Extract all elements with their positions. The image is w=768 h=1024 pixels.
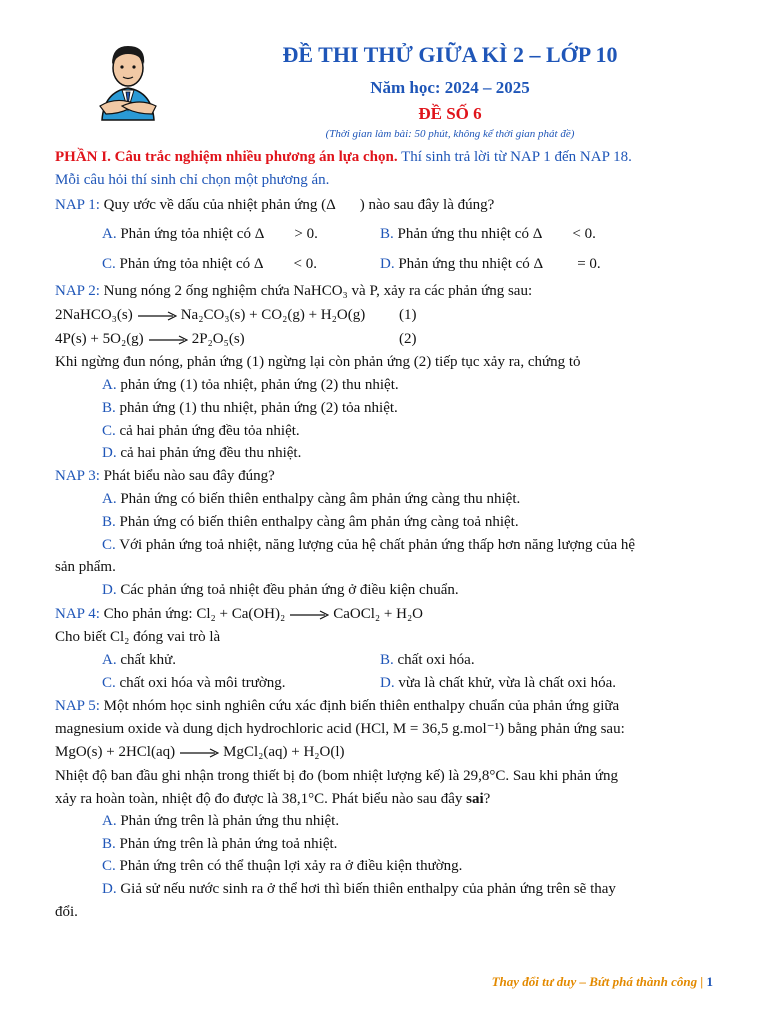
question-3-option-a[interactable]: A. Phản ứng có biến thiên enthalpy càng âm phản ứng càng thu nhiệt. [102, 491, 521, 507]
question-1-option-a[interactable]: A. Phản ứng tỏa nhiệt có Δ > 0. [102, 226, 318, 242]
question-2-context: Khi ngừng đun nóng, phản ứng (1) ngừng lại còn phản ứng (2) tiếp tục xảy ra, chứng tỏ [55, 354, 581, 370]
question-3-option-c[interactable]: C. Với phản ứng toả nhiệt, năng lượng của hệ chất phản ứng thấp hơn năng lượng của hệ [102, 537, 636, 553]
reaction-arrow-icon [137, 311, 177, 321]
reaction-arrow-icon [148, 335, 188, 345]
question-4-stem: NAP 4: Cho phản ứng: Cl₂ + Ca(OH)₂ CaOCl₂ + H₂O [55, 606, 424, 622]
question-3-label: NAP 3: [55, 468, 100, 484]
question-5-equation: MgO(s) + 2HCl(aq) MgCl₂(aq) + H₂O(l) [55, 744, 345, 760]
question-4-label: NAP 4: [55, 606, 100, 622]
question-2-option-d[interactable]: D. cả hai phản ứng đều thu nhiệt. [102, 445, 302, 461]
question-4-option-b[interactable]: B. chất oxi hóa. [380, 652, 475, 668]
question-5-option-d[interactable]: D. Giả sử nếu nước sinh ra ở thể hơi thì biến thiên enthalpy của phản ứng trên sẽ thay [102, 881, 616, 897]
page-number: 1 [706, 974, 713, 989]
question-2-stem: NAP 2: Nung nóng 2 ống nghiệm chứa NaHCO₃ và P, xảy ra các phản ứng sau: [55, 283, 533, 299]
question-4-option-c[interactable]: C. chất oxi hóa và môi trường. [102, 675, 286, 691]
time-note: (Thời gian làm bài: 50 phút, không kể thời gian phát đề) [325, 128, 575, 140]
exam-title: ĐỀ THI THỬ GIỮA KÌ 2 – LỚP 10 [282, 42, 618, 67]
question-2-option-c[interactable]: C. cả hai phản ứng đều tỏa nhiệt. [102, 423, 300, 439]
part1-intro: Thí sinh trả lời từ NAP 1 đến NAP 18. [397, 149, 632, 165]
question-1-option-b[interactable]: B. Phản ứng thu nhiệt có Δ < 0. [380, 226, 596, 242]
question-2-equation-2: 4P(s) + 5O₂(g) 2P₂O₅(s) (2) [55, 331, 417, 347]
question-5-line-4: xảy ra hoàn toàn, nhiệt độ đo được là 38,1°C. Phát biểu nào sau đây sai? [55, 791, 491, 807]
question-2-option-a[interactable]: A. phản ứng (1) tỏa nhiệt, phản ứng (2) thu nhiệt. [102, 377, 399, 393]
reaction-arrow-icon [289, 610, 329, 620]
question-5-line-3: Nhiệt độ ban đầu ghi nhận trong thiết bị đo (bom nhiệt lượng kế) là 29,8°C. Sau khi phản ứng [55, 768, 619, 784]
question-1-stem: NAP 1: Quy ước về dấu của nhiệt phản ứng (Δ ) nào sau đây là đúng? [55, 197, 495, 213]
question-5-option-b[interactable]: B. Phản ứng trên là phản ứng toả nhiệt. [102, 836, 338, 852]
question-4-context: Cho biết Cl₂ đóng vai trò là [55, 629, 221, 645]
footer-slogan: Thay đổi tư duy – Bứt phá thành công [491, 974, 698, 989]
part1-heading-line [55, 146, 715, 168]
question-5-option-c[interactable]: C. Phản ứng trên có thể thuận lợi xảy ra ở điều kiện thường. [102, 858, 463, 874]
question-2-label: NAP 2: [55, 283, 100, 299]
question-3-option-d[interactable]: D. Các phản ứng toả nhiệt đều phản ứng ở điều kiện chuẩn. [102, 582, 459, 598]
part1-heading: PHẦN I. Câu trắc nghiệm nhiều phương án lựa chọn. [55, 149, 398, 165]
part1-intro-2: Mỗi câu hỏi thí sinh chỉ chọn một phương án. [55, 172, 330, 188]
question-1-option-d[interactable]: D. Phản ứng thu nhiệt có Δ = 0. [380, 256, 601, 272]
question-1-option-c[interactable]: C. Phản ứng tỏa nhiệt có Δ < 0. [102, 256, 317, 272]
exam-code: ĐỀ SỐ 6 [418, 104, 482, 123]
question-4-option-a[interactable]: A. chất khử. [102, 652, 176, 668]
question-4-option-d[interactable]: D. vừa là chất khử, vừa là chất oxi hóa. [380, 675, 616, 691]
question-1-label: NAP 1: [55, 197, 100, 213]
question-3-option-b[interactable]: B. Phản ứng có biến thiên enthalpy càng âm phản ứng càng toả nhiệt. [102, 514, 519, 530]
question-2-option-b[interactable]: B. phản ứng (1) thu nhiệt, phản ứng (2) tỏa nhiệt. [102, 400, 398, 416]
question-5-label: NAP 5: [55, 698, 100, 714]
question-5-line-2: magnesium oxide và dung dịch hydrochloric acid (HCl, M = 36,5 g.mol⁻¹) bằng phản ứng sau: [55, 721, 625, 737]
question-5-option-a[interactable]: A. Phản ứng trên là phản ứng thu nhiệt. [102, 813, 340, 829]
question-2-equation-1: 2NaHCO₃(s) Na₂CO₃(s) + CO₂(g) + H₂O(g) (1) [55, 307, 417, 323]
page-footer: Thay đổi tư duy – Bứt phá thành công | 1 [491, 974, 713, 989]
question-5-option-d-cont: đổi. [55, 904, 78, 920]
question-3-option-c-cont: sản phẩm. [55, 559, 116, 575]
question-3-stem: NAP 3: Phát biểu nào sau đây đúng? [55, 468, 275, 484]
school-year: Năm học: 2024 – 2025 [370, 78, 530, 97]
question-5-stem: NAP 5: Một nhóm học sinh nghiên cứu xác định biến thiên enthalpy chuẩn của phản ứng giữa [55, 698, 620, 714]
reaction-arrow-icon [179, 748, 219, 758]
